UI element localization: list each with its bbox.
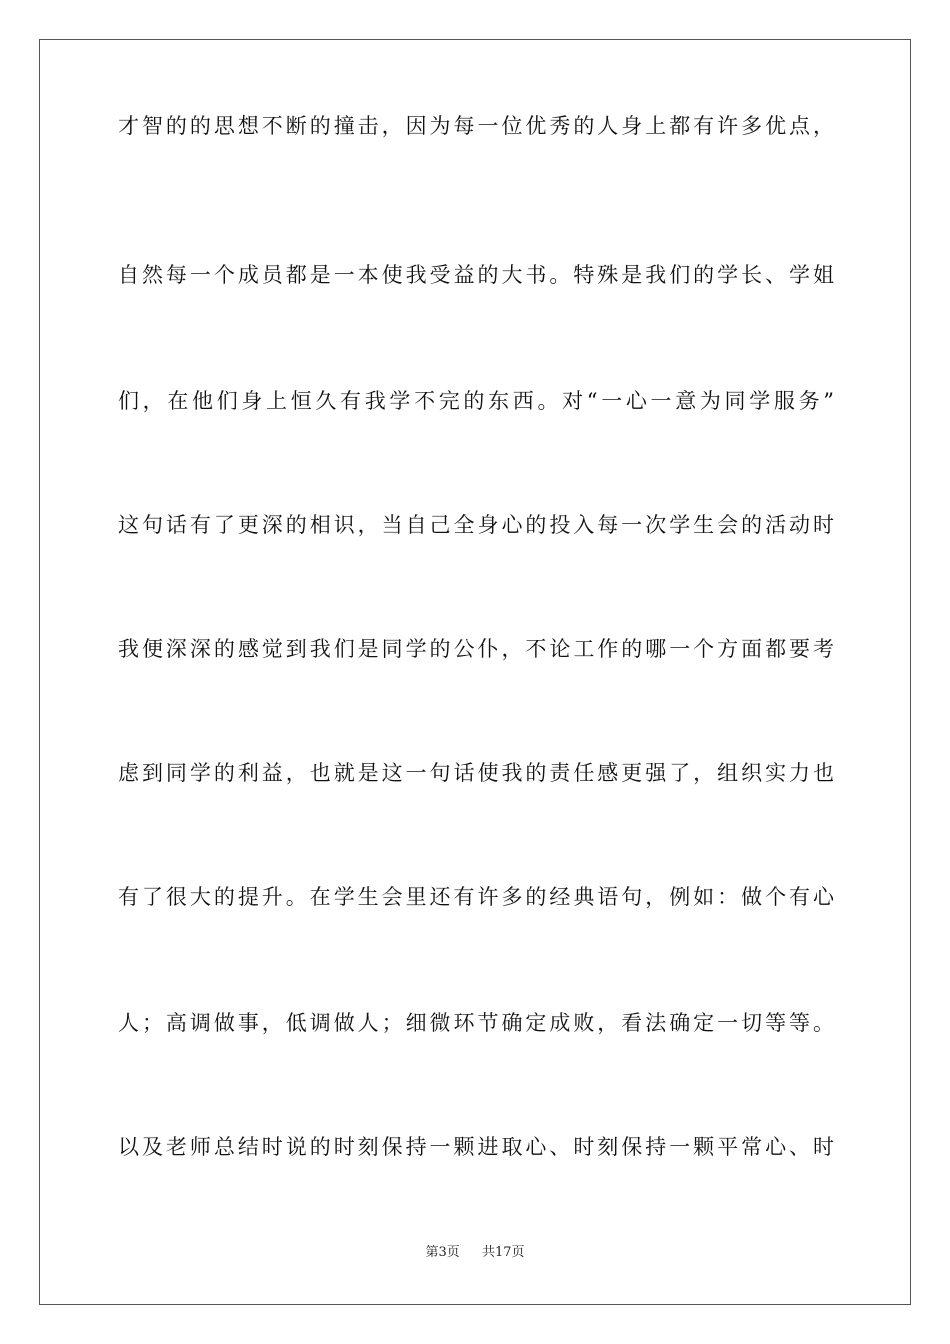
body-line-6: 虑到同学的利益，也就是这一句话使我的责任感更强了，组织实力也 bbox=[118, 761, 834, 785]
body-line-7: 有了很大的提升。在学生会里还有许多的经典语句，例如：做个有心 bbox=[118, 885, 834, 909]
body-line-5: 我便深深的感觉到我们是同学的公仆，不论工作的哪一个方面都要考 bbox=[118, 637, 834, 661]
page-number: 第3页 bbox=[425, 1245, 460, 1260]
page-total: 共17页 bbox=[482, 1245, 525, 1260]
page-border bbox=[39, 39, 911, 1305]
body-line-1: 才智的的思想不断的撞击，因为每一位优秀的人身上都有许多优点， bbox=[118, 114, 834, 138]
body-line-8: 人；高调做事，低调做人；细微环节确定成败，看法确定一切等等。 bbox=[118, 1011, 834, 1035]
page-footer bbox=[0, 1244, 950, 1262]
body-line-4: 这句话有了更深的相识，当自己全身心的投入每一次学生会的活动时 bbox=[118, 513, 834, 537]
body-line-9: 以及老师总结时说的时刻保持一颗进取心、时刻保持一颗平常心、时 bbox=[118, 1135, 834, 1159]
body-line-3: 们，在他们身上恒久有我学不完的东西。对“一心一意为同学服务” bbox=[118, 389, 834, 413]
body-line-2: 自然每一个成员都是一本使我受益的大书。特殊是我们的学长、学姐 bbox=[118, 263, 834, 287]
